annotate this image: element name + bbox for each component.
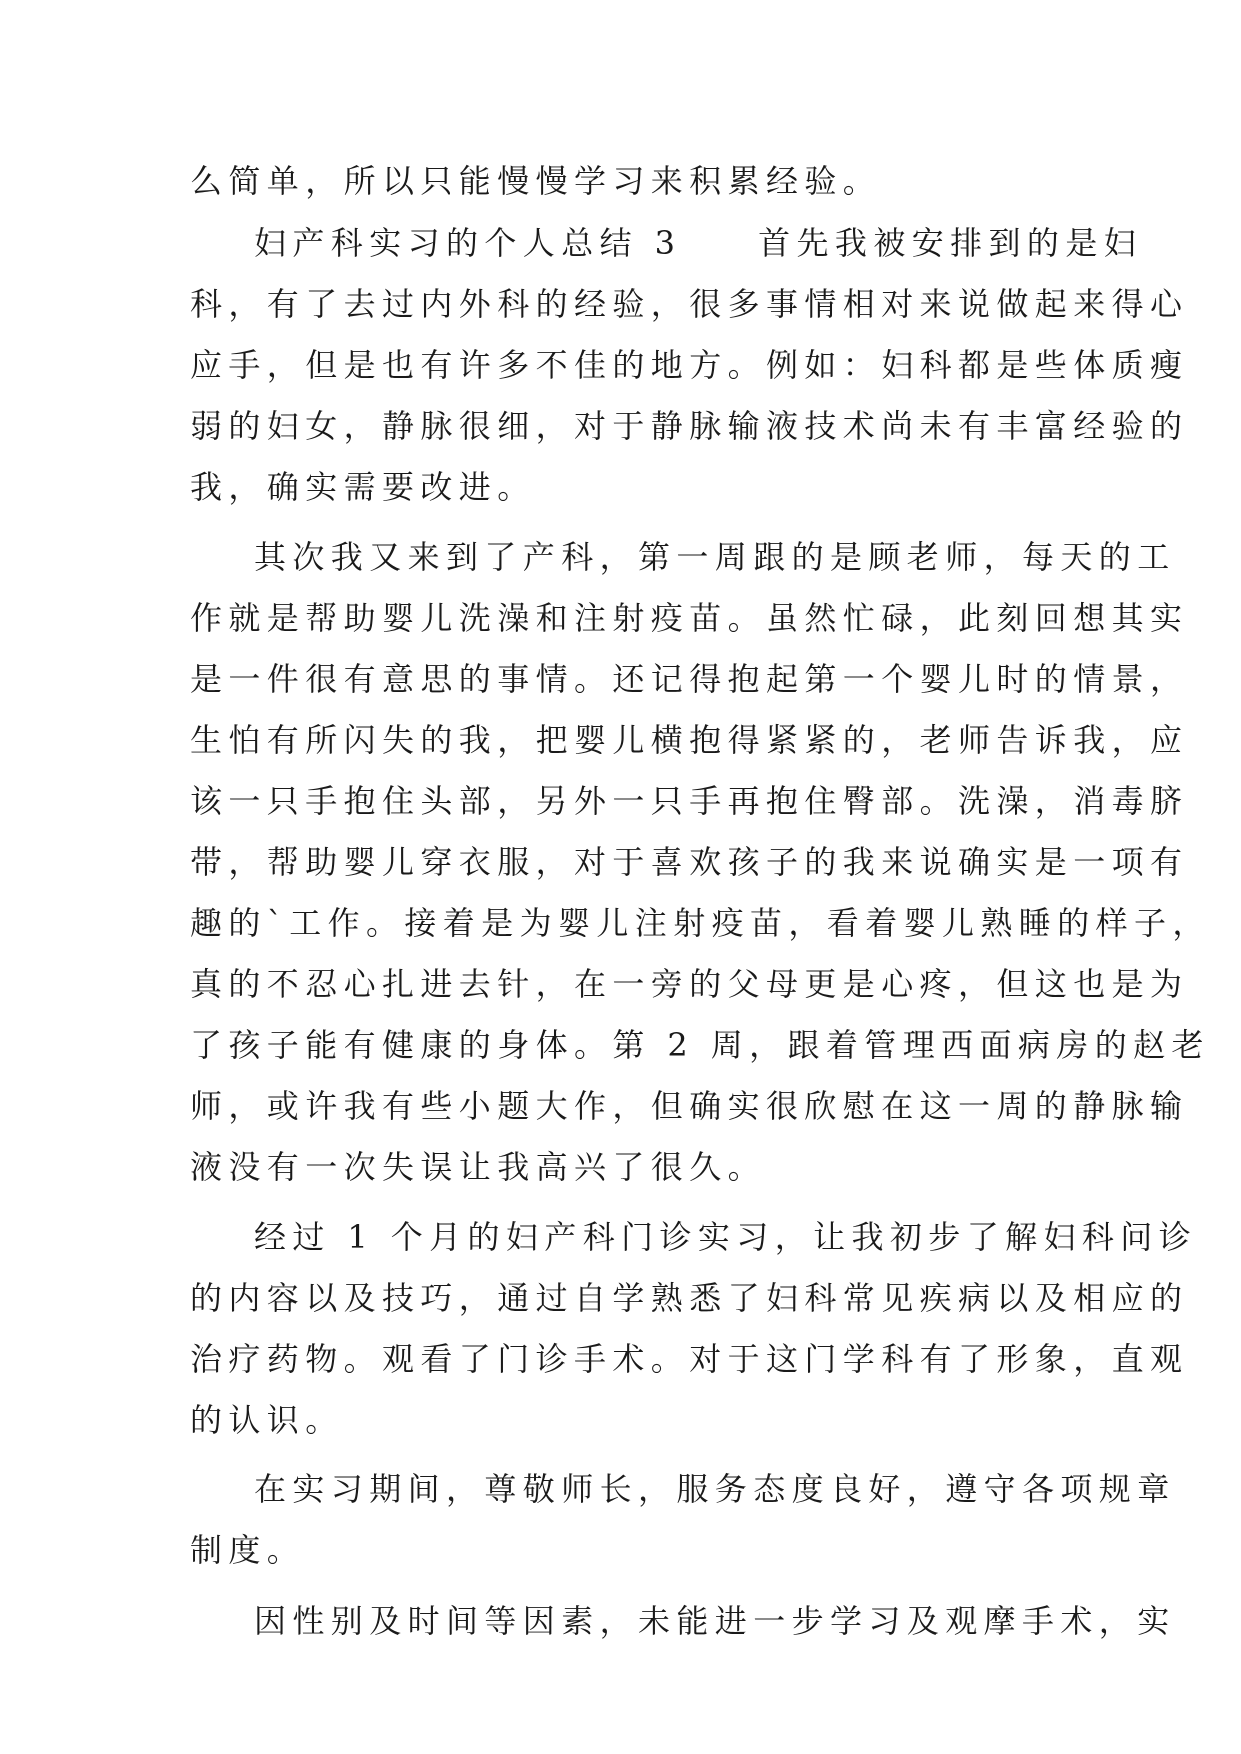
text-line: 弱的妇女，静脉很细，对于静脉输液技术尚未有丰富经验的 bbox=[190, 407, 1189, 445]
text-line: 带，帮助婴儿穿衣服，对于喜欢孩子的我来说确实是一项有 bbox=[190, 843, 1189, 881]
text-line: 应手，但是也有许多不佳的地方。例如：妇科都是些体质瘦 bbox=[190, 346, 1189, 384]
text-line: 的内容以及技巧，通过自学熟悉了妇科常见疾病以及相应的 bbox=[190, 1279, 1189, 1317]
text-line: 治疗药物。观看了门诊手术。对于这门学科有了形象，直观 bbox=[190, 1340, 1189, 1378]
text-line: 了孩子能有健康的身体。第 2 周，跟着管理西面病房的赵老 bbox=[190, 1026, 1210, 1064]
text-line: 妇产科实习的个人总结 3 首先我被安排到的是妇 bbox=[254, 224, 1143, 262]
text-line: 的认识。 bbox=[190, 1401, 344, 1439]
text-line: 因性别及时间等因素，未能进一步学习及观摩手术，实 bbox=[254, 1602, 1176, 1640]
text-line: 趣的`工作。接着是为婴儿注射疫苗，看着婴儿熟睡的样子， bbox=[190, 904, 1211, 942]
text-line: 其次我又来到了产科，第一周跟的是顾老师，每天的工 bbox=[254, 538, 1176, 576]
text-line: 作就是帮助婴儿洗澡和注射疫苗。虽然忙碌，此刻回想其实 bbox=[190, 599, 1189, 637]
text-line: 师，或许我有些小题大作，但确实很欣慰在这一周的静脉输 bbox=[190, 1087, 1189, 1125]
text-line: 该一只手抱住头部，另外一只手再抱住臀部。洗澡，消毒脐 bbox=[190, 782, 1189, 820]
text-line: 制度。 bbox=[190, 1531, 306, 1569]
text-line: 是一件很有意思的事情。还记得抱起第一个婴儿时的情景， bbox=[190, 660, 1189, 698]
text-line: 真的不忍心扎进去针，在一旁的父母更是心疼，但这也是为 bbox=[190, 965, 1189, 1003]
text-line: 科，有了去过内外科的经验，很多事情相对来说做起来得心 bbox=[190, 285, 1189, 323]
text-line: 么简单，所以只能慢慢学习来积累经验。 bbox=[190, 162, 882, 200]
text-line: 我，确实需要改进。 bbox=[190, 468, 536, 506]
text-line: 经过 1 个月的妇产科门诊实习，让我初步了解妇科问诊 bbox=[254, 1218, 1198, 1256]
text-line: 生怕有所闪失的我，把婴儿横抱得紧紧的，老师告诉我，应 bbox=[190, 721, 1189, 759]
text-line: 在实习期间，尊敬师长，服务态度良好，遵守各项规章 bbox=[254, 1470, 1176, 1508]
text-line: 液没有一次失误让我高兴了很久。 bbox=[190, 1148, 767, 1186]
